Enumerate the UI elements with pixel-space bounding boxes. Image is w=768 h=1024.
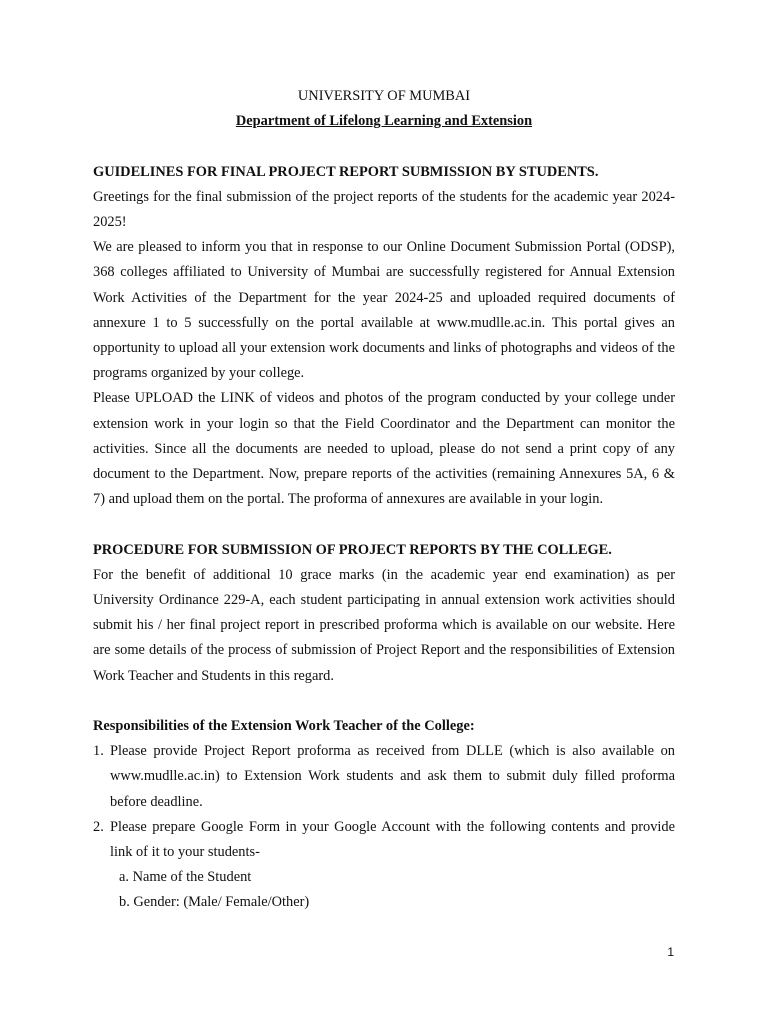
guidelines-heading: GUIDELINES FOR FINAL PROJECT REPORT SUBMISSION BY STUDENTS. xyxy=(93,163,599,180)
list-item xyxy=(93,815,675,865)
upload-paragraph: Please UPLOAD the LINK of videos and photos of the program conducted by your college under extension work in your login so that the Field Coordinator and the Department can monitor the activities. Since all the documents are needed to upload, please do not send a print copy of any document to the Department. Now, prepare reports of the activities (remaining Annexures 5A, 6 & 7) and upload them on the portal. The proforma of annexures are available in your login. xyxy=(93,390,675,508)
list-number: 2. xyxy=(93,818,104,835)
responsibilities-heading: Responsibilities of the Extension Work Teacher of the College: xyxy=(93,718,475,735)
spacer xyxy=(93,689,675,714)
list-number: 1. xyxy=(93,743,104,760)
sub-list-item: a. Name of the Student xyxy=(119,869,252,886)
grace-marks-paragraph: For the benefit of additional 10 grace marks (in the academic year end examination) as per University Ordinance 229-A, each student participating in annual extension work activities should submit his / her final project report in prescribed proforma which is available on our website. Here are some details of the process of submission of Project Report and the responsibilities of Extension Work Teacher and Students in this regard. xyxy=(93,566,675,684)
department-title: Department of Lifelong Learning and Extension xyxy=(235,113,533,130)
document-page xyxy=(93,84,675,916)
odsp-paragraph: We are pleased to inform you that in response to our Online Document Submission Portal (ODSP), 368 colleges affiliated to University of Mumbai are successfully registered for Annual Extension Work Activities of the Department for the year 2024-25 and uploaded required documents of annexure 1 to 5 successfully on the portal available at www.mudlle.ac.in. This portal gives an opportunity to upload all your extension work documents and links of photographs and videos of the programs organized by your college. xyxy=(93,239,675,382)
procedure-heading: PROCEDURE FOR SUBMISSION OF PROJECT REPORTS BY THE COLLEGE. xyxy=(93,541,612,558)
sub-list-item: b. Gender: (Male/ Female/Other) xyxy=(119,894,310,911)
greetings-paragraph: Greetings for the final submission of the project reports of the students for the academic year 2024-2025! xyxy=(93,188,675,230)
list-text: Please prepare Google Form in your Google Account with the following contents and provide link of it to your students- xyxy=(110,818,675,861)
list-item xyxy=(93,739,675,815)
list-text: Please provide Project Report proforma as received from DLLE (which is also available on www.mudlle.ac.in) to Extension Work students and ask them to submit duly filled proforma before deadline. xyxy=(110,743,675,810)
spacer xyxy=(93,134,675,159)
page-number: 1 xyxy=(667,945,674,959)
university-title: UNIVERSITY OF MUMBAI xyxy=(297,88,471,104)
spacer xyxy=(93,512,675,537)
